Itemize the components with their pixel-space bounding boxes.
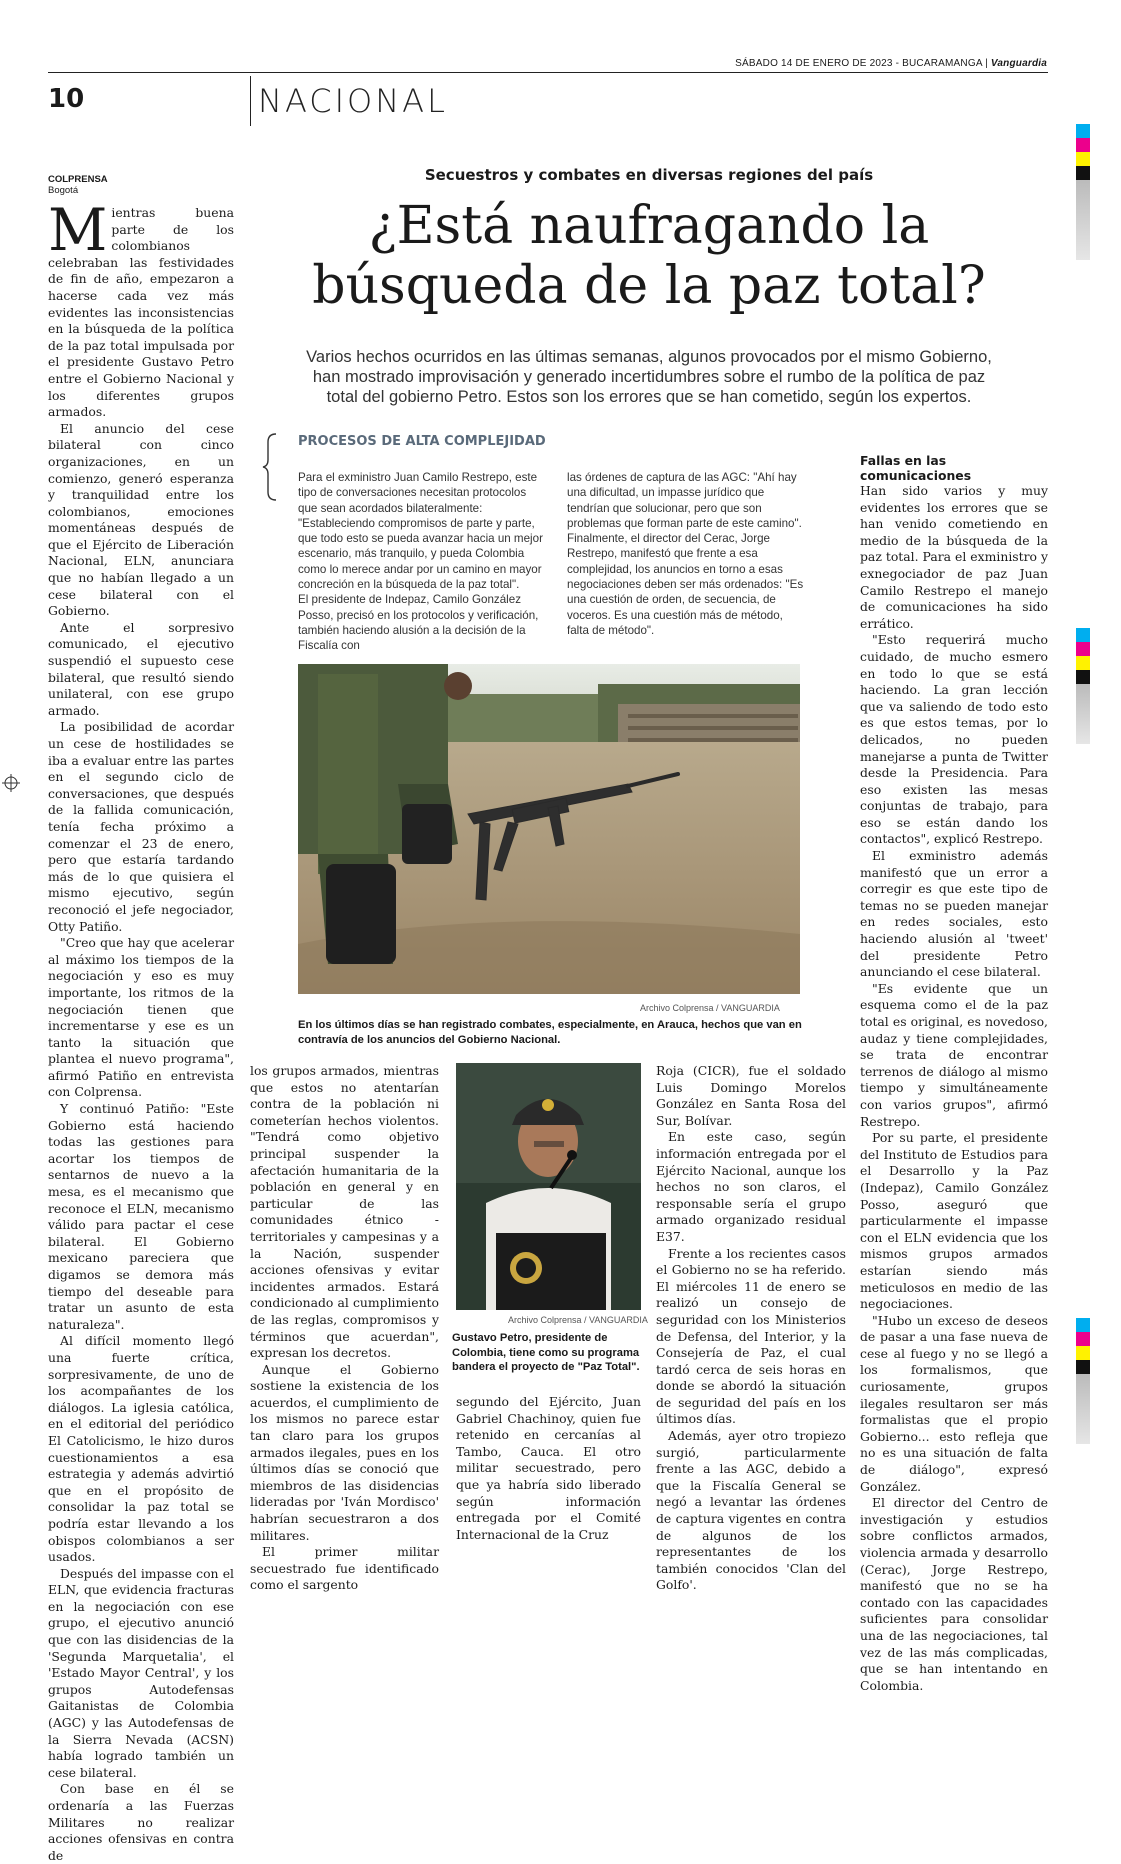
yellow-swatch [1076,1346,1090,1360]
paragraph: "Esto requerirá mucho cuidado, de mucho esmero en todo lo que se está haciendo. La gran lección que va saliendo de todo esto es que estos temas, por lo delicados, no pueden manejarse a punta de Twitter desde la Presidencia. Para eso existen las mesas conjuntas de trabajo, para eso se están dando los contactos", explicó Restrepo. [860,632,1048,847]
crosshair-icon [2,774,20,792]
paragraph: los grupos armados, mientras que estos no atentarían contra de la población ni cometerían hechos violentos. "Tendrá como objetivo principal suspender la afectación humanitaria de la población en general y en particular de las comunidades étnico - territoriales y campesinas y a la Nación, suspender acciones ofensivas y evitar incidentes armados. Estará condicionado al cumplimiento de las reglas, compromisos y términos que acuerdan", expresan los decretos. [250,1063,439,1361]
deck-line-2: han mostrado improvisación y generado incertidumbres sobre el rumbo de la política de paz [312,368,986,386]
box-title: PROCESOS DE ALTA COMPLEJIDAD [298,434,546,449]
yellow-swatch [1076,656,1090,670]
deck-line-3: total del gobierno Petro. Estos son los errores que se han cometido, según los expertos. [326,388,972,406]
photo-petro-podium [456,1063,641,1310]
lead-paragraph [48,196,234,421]
paragraph: Frente a los recientes casos el Gobierno no se ha referido. El miércoles 11 de enero se realizó un consejo de seguridad con los Ministerios de Defensa, del Interior, y la Consejería de Paz, el cual tardó cerca de seis horas en donde se abordó la situación de seguridad del país en los últimos días. [656,1245,846,1427]
paragraph: El anuncio del cese bilateral con cinco organizaciones, en un comienzo, generó esperanza y tranquilidad entre los colombianos, emociones momentáneas después de que el Ejército de Liberación Nacional, ELN, anunciara que no habían llegado a un cese bilateral con el Gobierno. [48,420,234,619]
paragraph: Y continuó Patiño: "Este Gobierno está haciendo todas las gestiones para acortar los tiempos de sentarnos de nuevo a la mesa, es el mecanismo que reconoce el ELN, mecanismo válido para pactar el cese bilateral. El Gobierno mexicano pareciera que digamos se demora más tiempo del deseable para tratar un asunto de esta naturaleza". [48,1101,234,1332]
cyan-swatch [1076,124,1090,138]
paragraph: "Es evidente que un esquema como el de la paz total es original, es novedoso, audaz y tiene complejidades, se trata de encontrar terrenos de diálogo al mismo tiempo y simultáneamente con varios grupos", afirmó Restrepo. [860,980,1048,1129]
magenta-swatch [1076,642,1090,656]
paragraph: Han sido varios y muy evidentes los errores que se han venido cometiendo en medio de la búsqueda de la paz total. Para el exministro y exnegociador de paz Juan Camilo Restrepo el manejo de comunicaciones ha sido errático. [860,483,1048,631]
dateline: SÁBADO 14 DE ENERO DE 2023 - BUCARAMANGA | Vanguardia [735,58,1047,69]
paragraph: El exministro además manifestó que un error a corregir es que este tipo de temas no se pueden manejar en redes sociales, esto haciendo alusión al 'tweet' del presidente Petro anunciando el cese bilateral. [860,848,1048,980]
photo-credit: Archivo Colprensa / VANGUARDIA [508,1315,648,1325]
gray-bar [1076,684,1090,744]
article-column-2 [250,1063,439,1594]
drop-cap: M [48,196,108,264]
yellow-swatch [1076,152,1090,166]
cyan-swatch [1076,1318,1090,1332]
section-title: NACIONAL [258,82,448,120]
article-column-5 [860,483,1048,1694]
article-column-1 [48,196,234,1864]
paragraph: Con base en él se ordenaría a las Fuerzas Militares no realizar acciones ofensivas en contra de [48,1781,234,1863]
box-paragraph: El presidente de Indepaz, Camilo González Posso, precisó en los protocolos y verificación, también haciendo alusión a la decisión de la Fiscalía con [298,593,539,653]
deck-line-1: Varios hechos ocurridos en las últimas semanas, algunos provocados por el mismo Gobierno, [306,348,992,366]
photo-caption: En los últimos días se han registrado combates, especialmente, en Arauca, hechos que van en contravía de los anuncios del Gobierno Nacional. [298,1019,802,1046]
box-paragraph: Para el exministro Juan Camilo Restrepo, este tipo de conversaciones necesitan protocolos que sean acordados bilateralmente: "Estableciendo compromisos de parte y parte, que todo esto se pueda avanzar hacia un mejor escenario, más tranquilo, y pueda Colombia como lo merece andar por un camino en mayor concreción en la búsqueda de la paz total". [298,471,543,592]
paragraph: Después del impasse con el ELN, que evidencia fracturas en la negociación con ese grupo, el ejecutivo anunció que con las disidencias de la 'Segunda Marquetalia', el 'Estado Mayor Central', y los grupos Autodefensas Gaitanistas de Colombia (AGC) y las Autodefensas de la Sierra Nevada (ACSN) había logrado también un cese bilateral. [48,1565,234,1780]
color-registration-strip [1076,124,1090,260]
headline-line-1: ¿Está naufragando la [368,196,930,256]
paragraph: Además, ayer otro tropiezo surgió, particularmente frente a las AGC, debido a que la Fiscalía General se negó a levantar las órdenes de captura vigentes en contra de algunos de los representantes de los también conocidos 'Clan del Golfo'. [656,1428,846,1593]
kicker: Secuestros y combates en diversas regiones del país [424,166,874,184]
paragraph: Por su parte, el presidente del Instituto de Estudios para el Desarrollo y la Paz (Indepaz), Camilo González Posso, aseguró que particularmente el impasse con el ELN evidencia que los mismos grupos armados estarían siendo más meticulosos en medio de las negociaciones. [860,1130,1048,1312]
paragraph: La posibilidad de acordar un cese de hostilidades se iba a evaluar entre las partes en el segundo ciclo de conversaciones, que después de la fallida comunicación, tenía fecha próximo a comenzar el 23 de enero, pero que estaría tardando más de lo que quisiera el mismo ejecutivo, según reconoció el jefe negociador, Otty Patiño. [48,719,234,934]
magenta-swatch [1076,1332,1090,1346]
date-text: SÁBADO 14 DE ENERO DE 2023 - BUCARAMANGA [735,58,983,69]
photo-illustration [456,1063,641,1310]
byline-city: Bogotá [48,185,79,196]
brace-icon [262,432,282,502]
black-swatch [1076,1360,1090,1374]
paragraph: En este caso, según información entregada por el Ejército Nacional, aunque los hechos no son claros, el responsable sería el grupo armado organizado residual E37. [656,1129,846,1244]
gray-bar [1076,1374,1090,1444]
black-swatch [1076,166,1090,180]
photo-caption: Gustavo Petro, presidente de Colombia, tiene como su programa bandera el proyecto de "Paz Total". [452,1332,640,1373]
byline [48,174,108,196]
brand-logo: Vanguardia [990,58,1047,69]
paragraph: Aunque el Gobierno sostiene la existencia de los acuerdos, el cumplimiento de los mismos no parece estar tan claro para los grupos armados ilegales, pues en los últimos días se conoció que miembros de las disidencias lideradas por 'Iván Mordisco' habrían secuestraron a dos militares. [250,1361,439,1543]
color-registration-strip [1076,1318,1090,1444]
magenta-swatch [1076,138,1090,152]
gray-bar [1076,180,1090,260]
article-column-4 [656,1063,846,1594]
photo-illustration [298,664,800,994]
byline-agency: COLPRENSA [48,174,108,185]
deck [270,347,1028,407]
header-rule [48,72,1048,73]
box-paragraph: las órdenes de captura de las AGC: "Ahí hay una dificultad, un impasse jurídico que tendrían que solucionar, pero que son problemas que forman parte de este camino". [567,471,802,530]
color-registration-strip [1076,628,1090,744]
paragraph: Al difícil momento llegó una fuerte crítica, sorpresivamente, de uno de los acompañantes de los diálogos. La iglesia católica, en el editorial del periódico El Catolicismo, le hizo duros cuestionamientos a esa estrategia y además advirtió que en el propósito de consolidar la paz total se podría estar llevando a los obispos colombianos a ser usados. [48,1333,234,1565]
page-number: 10 [48,84,85,114]
box-paragraph: Finalmente, el director del Cerac, Jorge Restrepo, manifestó que frente a esa complejidad, los anuncios en torno a esas negociaciones deben ser más ordenados: "Es una cuestión de orden, de secuencia, de voceros. Es una cuestión más de método, falta de método". [567,532,804,637]
headline-line-2: búsqueda de la paz total? [312,256,986,316]
sidebar-heading: Fallas en las comunicaciones [860,453,972,483]
paragraph: segundo del Ejército, Juan Gabriel Chachinoy, quien fue retenido en cercanías al Tambo, Cauca. El otro militar secuestrado, pero que ya habría sido liberado según información entregada por el Comité Internacional de la Cruz [456,1394,641,1542]
headline [250,196,1048,316]
paragraph: Ante el sorpresivo comunicado, el ejecutivo suspendió el supuesto cese bilateral, que resultó siendo unilateral, con ese grupo armado. [48,619,234,718]
lead-text: ientras buena parte de los colombianos celebraban las festividades de fin de año, empezaron a hacerse cada vez más evidentes las inconsistencias en la búsqueda de la política de la paz total impulsada por el presidente Gustavo Petro entre el Gobierno Nacional y los diferentes grupos armados. [48,205,234,420]
black-swatch [1076,670,1090,684]
paragraph: "Creo que hay que acelerar al máximo los tiempos de la negociación y eso es muy importante, los ritmos de la negociación tienen que incrementarse y ese es un tanto la situación que plantea el nuevo programa", afirmó Patiño en entrevista con Colprensa. [48,935,234,1100]
box-column-a [298,470,548,654]
paragraph: El primer militar secuestrado fue identificado como el sargento [250,1544,439,1593]
photo-credit: Archivo Colprensa / VANGUARDIA [640,1003,780,1013]
paragraph: Roja (CICR), fue el soldado Luis Domingo Morelos González en Santa Rosa del Sur, Bolívar. [656,1063,846,1128]
photo-rifle-on-road [298,664,800,994]
paragraph: El director del Centro de investigación y estudios sobre conflictos armados, violencia armada y desarrollo (Cerac), Jorge Restrepo, manifestó que no se ha contado con las capacidades suficientes para consolidar una de las negociaciones, tal vez de las más complicadas, que se han intentando en Colombia. [860,1495,1048,1693]
article-column-3 [456,1394,641,1543]
box-column-b [567,470,807,638]
paragraph: "Hubo un exceso de deseos de pasar a una fase nueva de cese al fuego y no se llegó a los formalismos, que curiosamente, grupos ilegales resultaron ser más formalistas que el propio Gobierno... esto refleja que no es una situación de falta de diálogo", expresó González. [860,1312,1048,1494]
section-divider [250,76,251,126]
cyan-swatch [1076,628,1090,642]
